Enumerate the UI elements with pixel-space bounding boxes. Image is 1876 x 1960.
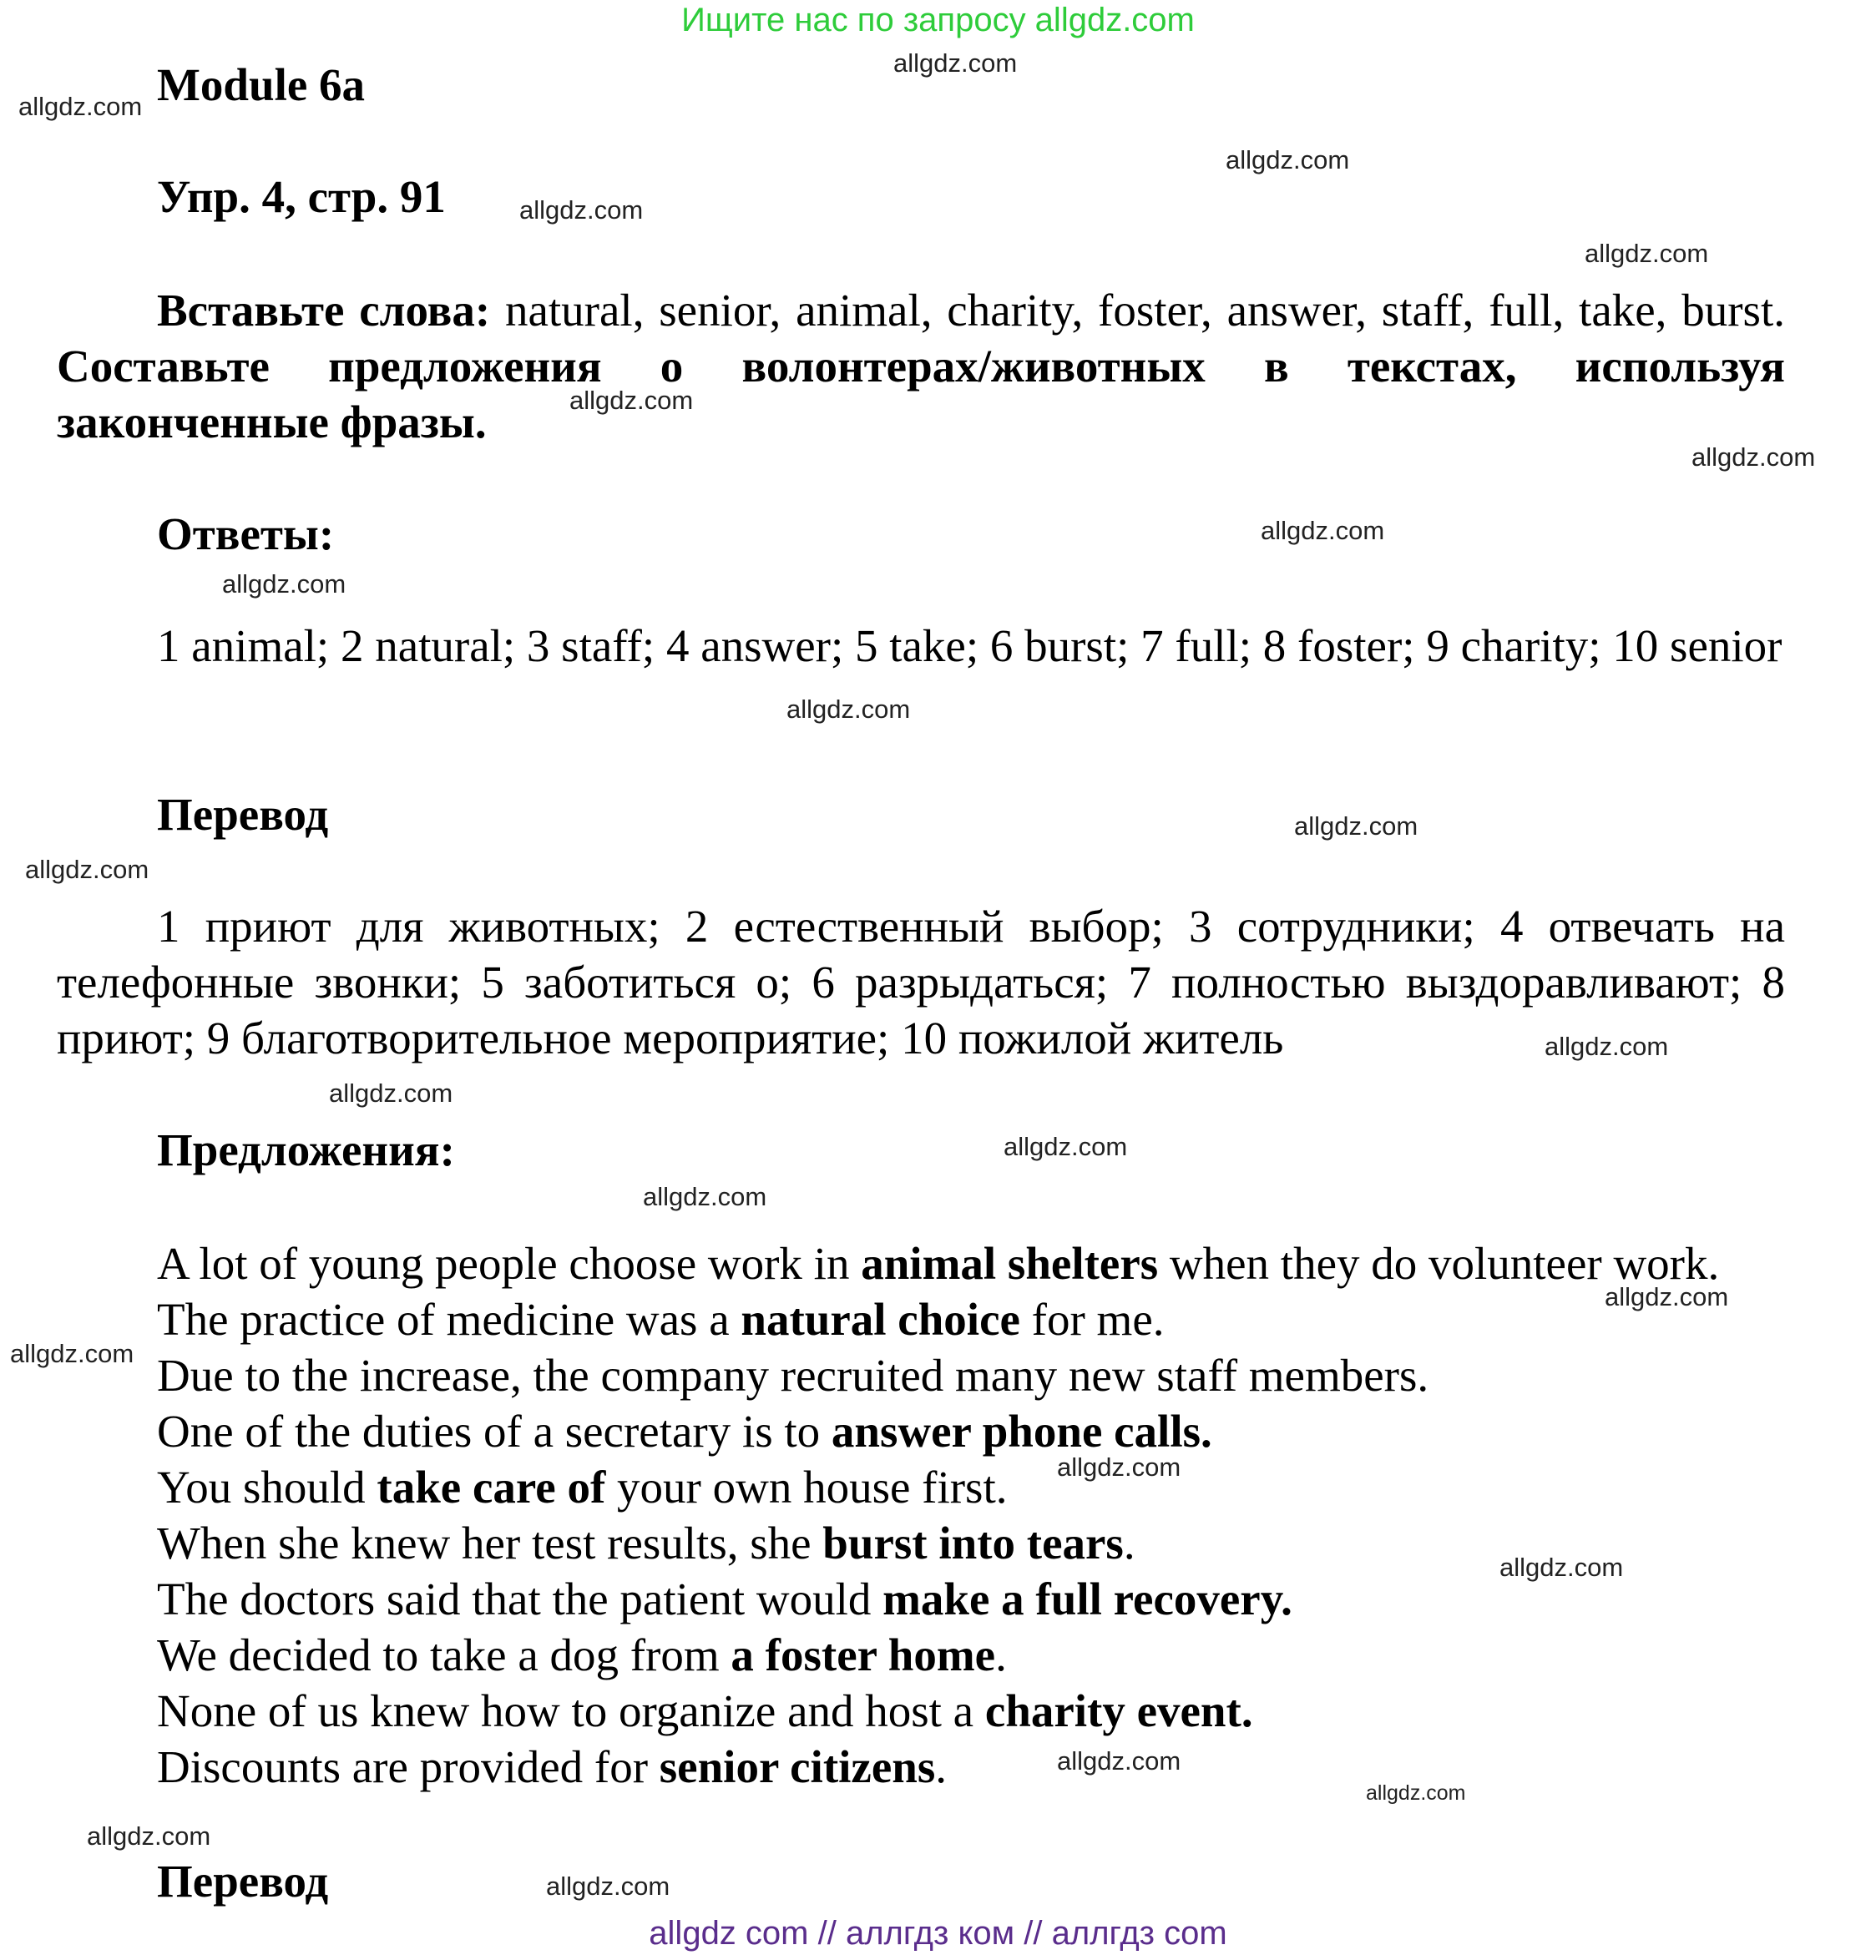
answers-text: 1 animal; 2 natural; 3 staff; 4 answer; 5 take; 6 burst; 7 full; 8 foster; 9 charity; 10 senior bbox=[157, 620, 1782, 671]
answers-heading: Ответы: bbox=[157, 508, 335, 559]
sentence-2: The practice of medicine was a natural choice for me. bbox=[157, 1294, 1165, 1345]
watermark: allgdz.com bbox=[329, 1079, 453, 1108]
sentence-4: One of the duties of a secretary is to answer phone calls. bbox=[157, 1406, 1212, 1457]
sentence-1: A lot of young people choose work in animal shelters when they do volunteer work. bbox=[157, 1238, 1720, 1289]
sentence-10: Discounts are provided for senior citizens. bbox=[157, 1741, 947, 1792]
watermark: allgdz.com bbox=[1057, 1746, 1181, 1776]
watermark: allgdz.com bbox=[87, 1821, 211, 1851]
sentence-9: None of us knew how to organize and host a charity event. bbox=[157, 1685, 1253, 1736]
sentence-5: You should take care of your own house first. bbox=[157, 1462, 1008, 1513]
sentence-6: When she knew her test results, she burst into tears. bbox=[157, 1518, 1135, 1569]
watermark: allgdz.com bbox=[569, 386, 694, 415]
watermark: allgdz.com bbox=[786, 695, 911, 724]
task-paragraph bbox=[57, 282, 1785, 450]
watermark: allgdz.com bbox=[1366, 1781, 1466, 1805]
translation2-heading: Перевод bbox=[157, 1856, 329, 1907]
watermark: allgdz.com bbox=[519, 195, 644, 225]
watermark: allgdz.com bbox=[1226, 145, 1350, 174]
watermark: allgdz.com bbox=[546, 1872, 670, 1901]
watermark: allgdz.com bbox=[1004, 1132, 1128, 1161]
watermark: allgdz.com bbox=[1691, 442, 1816, 472]
translation-heading: Перевод bbox=[157, 789, 329, 840]
watermark: allgdz.com bbox=[1585, 239, 1709, 268]
sentence-7: The doctors said that the patient would make a full recovery. bbox=[157, 1574, 1292, 1624]
watermark: allgdz.com bbox=[18, 92, 143, 121]
sentences-list bbox=[157, 1235, 1719, 1795]
watermark: allgdz.com bbox=[1057, 1452, 1181, 1482]
sentence-3: Due to the increase, the company recruited many new staff members. bbox=[157, 1350, 1429, 1401]
task-instruction: Составьте предложения о волонтерах/животных в текстах, используя законченные фразы. bbox=[57, 341, 1785, 447]
watermark: allgdz.com bbox=[893, 48, 1018, 78]
watermark: allgdz.com bbox=[25, 855, 149, 884]
watermark: allgdz.com bbox=[1294, 811, 1418, 841]
watermark: allgdz.com bbox=[1499, 1553, 1624, 1582]
task-words: natural, senior, animal, charity, foster, answer, staff, full, take, burst. bbox=[490, 285, 1785, 336]
module-title: Module 6a bbox=[157, 59, 366, 110]
watermark: allgdz.com bbox=[1605, 1282, 1729, 1311]
watermark: allgdz.com bbox=[1545, 1032, 1669, 1061]
task-label: Вставьте слова: bbox=[157, 285, 491, 336]
top-banner: Ищите нас по запросу allgdz.com bbox=[681, 2, 1195, 38]
bottom-banner: allgdz com // аллгдз ком // аллгдз com bbox=[649, 1915, 1227, 1952]
exercise-title: Упр. 4, стр. 91 bbox=[157, 171, 446, 222]
watermark: allgdz.com bbox=[10, 1339, 134, 1368]
sentences-heading: Предложения: bbox=[157, 1124, 455, 1175]
watermark: allgdz.com bbox=[1261, 516, 1385, 545]
translation-text: 1 приют для животных; 2 естественный выбор; 3 сотрудники; 4 отвечать на телефонные звонки; 5 заботиться о; 6 разрыдаться; 7 полностью выздоравливают; 8 приют; 9 благотворительное мероприятие; 10 пожилой житель bbox=[57, 901, 1785, 1063]
watermark: allgdz.com bbox=[643, 1182, 767, 1211]
watermark: allgdz.com bbox=[222, 569, 346, 599]
sentence-8: We decided to take a dog from a foster home. bbox=[157, 1629, 1007, 1680]
